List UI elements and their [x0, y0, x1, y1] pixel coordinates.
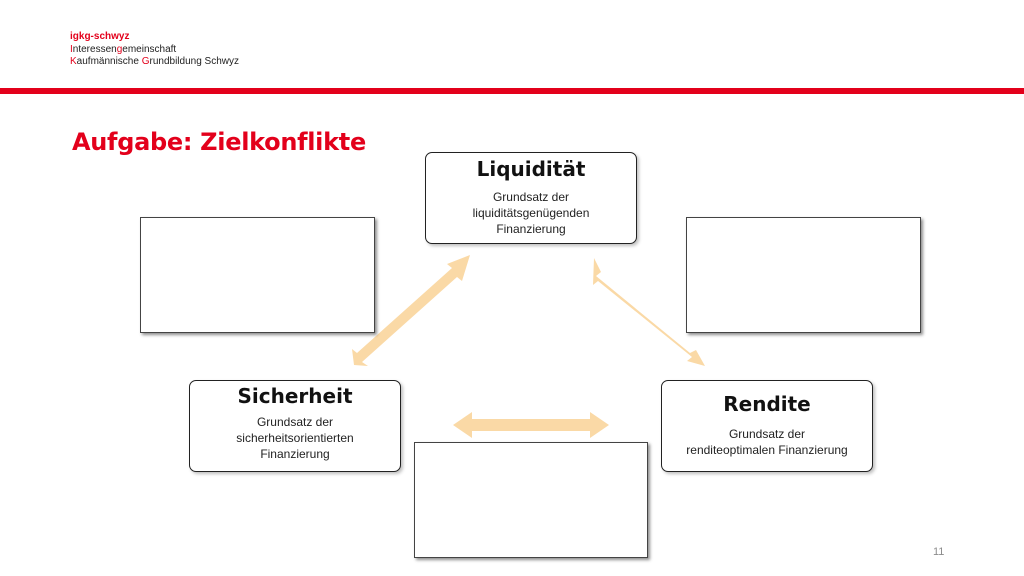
sicherheit-box — [189, 380, 401, 472]
rendite-description-line: renditeoptimalen Finanzierung — [686, 443, 848, 457]
liquiditaet-description-line: liquiditätsgenügenden — [472, 206, 590, 220]
line3-segment-3: rundbildung Schwyz — [149, 56, 239, 67]
answer-box-liquiditaet-sicherheit — [140, 217, 375, 333]
sicherheit-heading: Sicherheit — [237, 384, 353, 408]
org-name: igkg-schwyz — [70, 31, 130, 42]
liquiditaet-description-line: Finanzierung — [496, 222, 566, 236]
liquiditaet-box — [425, 152, 637, 244]
rendite-box — [661, 380, 873, 472]
sicherheit-description-line: sicherheitsorientierten — [236, 431, 354, 445]
line2-segment-0: I — [70, 43, 73, 55]
arrow-sicherheit-rendite — [453, 412, 609, 438]
line3-segment-2: G — [141, 56, 150, 67]
rendite-description — [662, 426, 872, 458]
line2-segment-2: g — [116, 43, 123, 55]
answer-box-sicherheit-rendite — [414, 442, 648, 558]
answer-box-liquiditaet-rendite — [686, 217, 921, 333]
sicherheit-description-line: Finanzierung — [260, 447, 330, 461]
line3-segment-1: aufmännische — [76, 56, 142, 67]
line2-segment-1: nteressen — [72, 43, 117, 55]
rendite-description-line: Grundsatz der — [728, 427, 806, 441]
sicherheit-description — [190, 414, 400, 462]
rendite-heading: Rendite — [723, 392, 811, 416]
liquiditaet-description-line: Grundsatz der — [492, 190, 570, 204]
line3-segment-0: K — [70, 56, 77, 67]
liquiditaet-heading: Liquidität — [476, 157, 586, 181]
slide-title: Aufgabe: Zielkonflikte — [72, 128, 366, 156]
sicherheit-description-line: Grundsatz der — [256, 415, 334, 429]
liquiditaet-description — [426, 189, 636, 237]
page-number: 11 — [933, 546, 945, 558]
line2-segment-3: emeinschaft — [122, 43, 177, 55]
